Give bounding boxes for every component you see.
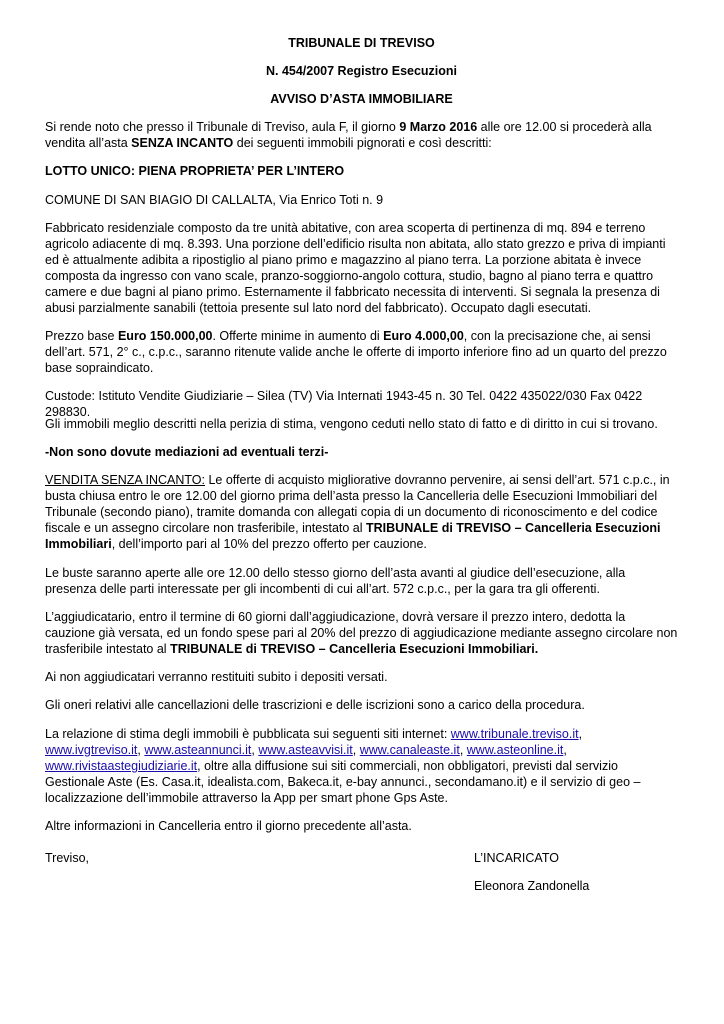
award-paragraph: L’aggiudicatario, entro il termine di 60 giorni dall’aggiudicazione, dovrà versare il prezzo intero, dedotta la cauzione già versata, ed un fondo spese pari al 20% del prezzo di aggiudicazione mediante assegno circolare non trasferibile intestato al TRIBUNALE di TREVISO – Cancelleria Esecuzioni Immobiliari. xyxy=(45,610,678,656)
more-info-note: Altre informazioni in Cancelleria entro il giorno precedente all’asta. xyxy=(45,819,412,833)
link-asteavvisi[interactable]: www.asteavvisi.it xyxy=(258,743,353,757)
intro-paragraph: Si rende noto che presso il Tribunale di Treviso, aula F, il giorno 9 Marzo 2016 alle ore 12.00 si procederà alla vendita all’asta SENZA INCANTO dei seguenti immobili pignorati e così descritti: xyxy=(45,120,652,150)
refund-note: Ai non aggiudicatari verranno restituiti subito i depositi versati. xyxy=(45,670,388,684)
publication-paragraph: La relazione di stima degli immobili è pubblicata sui seguenti siti internet: www.tribunale.treviso.it, www.ivgtreviso.it, www.asteannunci.it, www.asteavvisi.it, www.canaleaste.it, www.asteonline.it, www.rivistaastegiudiziarie.it, oltre alla diffusione sui siti commerciali, non obbligatori, previsti dal servizio Gestionale Aste (Es. Casa.it, idealista.com, Bakeca.it, e-bay annunci., secondamano.it) e il servizio di geo – localizzazione dell’immobile attraverso la App per smart phone Gps Aste. xyxy=(45,727,641,805)
link-canaleaste[interactable]: www.canaleaste.it xyxy=(359,743,460,757)
lot-title: LOTTO UNICO: PIENA PROPRIETA’ PER L’INTERO xyxy=(45,164,345,178)
place-label: Treviso, xyxy=(45,851,89,865)
signature-name: Eleonora Zandonella xyxy=(474,879,590,893)
link-tribunale-treviso[interactable]: www.tribunale.treviso.it xyxy=(450,727,579,741)
property-location: COMUNE DI SAN BIAGIO DI CALLALTA, Via Enrico Toti n. 9 xyxy=(45,193,384,207)
notice-title: AVVISO D’ASTA IMMOBILIARE xyxy=(270,92,453,106)
custodian-info: Custode: Istituto Vendite Giudiziarie – Silea (TV) Via Internati 1943-45 n. 30 Tel. 0422 435022/030 Fax 0422 298830. xyxy=(45,389,643,419)
link-asteannunci[interactable]: www.asteannunci.it xyxy=(144,743,252,757)
link-rivistaastegiudiziarie[interactable]: www.rivistaastegiudiziarie.it xyxy=(45,759,198,773)
envelopes-paragraph: Le buste saranno aperte alle ore 12.00 dello stesso giorno dell’asta avanti al giudice dell’esecuzione, alla presenza delle parti interessate per gli incombenti di cui all’art. 572 c.p.c., per la gara tra gli offerenti. xyxy=(45,566,626,596)
sale-heading: VENDITA SENZA INCANTO: xyxy=(45,473,205,487)
base-price: Euro 150.000,00 xyxy=(117,329,213,343)
auction-date: 9 Marzo 2016 xyxy=(399,120,478,134)
no-mediation-note: -Non sono dovute mediazioni ad eventuali terzi- xyxy=(45,445,329,459)
price-paragraph: Prezzo base Euro 150.000,00. Offerte minime in aumento di Euro 4.000,00, con la precisazione che, ai sensi dell’art. 571, 2° c., c.p.c., saranno ritenute valide anche le offerte di importo inferiore fino ad un quarto del prezzo base sopraindicato. xyxy=(45,329,667,375)
sale-mode: SENZA INCANTO xyxy=(131,136,234,150)
registry-number: N. 454/2007 Registro Esecuzioni xyxy=(265,64,458,78)
court-title: TRIBUNALE DI TREVISO xyxy=(288,36,435,50)
link-asteonline[interactable]: www.asteonline.it xyxy=(466,743,564,757)
award-payee: TRIBUNALE di TREVISO – Cancelleria Esecuzioni Immobiliari. xyxy=(170,642,539,656)
sale-payee: TRIBUNALE di TREVISO – Cancelleria Esecuzioni Immobiliari xyxy=(45,521,661,551)
sale-terms-paragraph: VENDITA SENZA INCANTO: Le offerte di acquisto migliorative dovranno pervenire, ai sensi dell’art. 571 c.p.c., in busta chiusa entro le ore 12.00 del giorno prima dell’asta presso la Cancelleria delle Esecuzioni Immobiliari del Tribunale (secondo piano), tramite domanda con allegati copia di un documento di riconoscimento e del codice fiscale e un assegno circolare non trasferibile, intestato al TRIBUNALE di TREVISO – Cancelleria Esecuzioni Immobiliari, dell’importo pari al 10% del prezzo offerto per cauzione. xyxy=(45,473,670,551)
property-description: Fabbricato residenziale composto da tre unità abitative, con area scoperta di pertinenza di mq. 894 e terreno agricolo adiacente di mq. 8.393. Una porzione dell’edificio risulta non abitata, allo stato grezzo e priva di impianti ed è attualmente adibita a ripostiglio al piano primo e magazzino al piano terra. La porzione abitata è invece composta da ingresso con vano scale, pranzo-soggiorno-angolo cottura, studio, bagno al piano terra e quattro camere e due bagni al piano primo. Esternamente il fabbricato necessita di interventi. Si segnala la presenza di abusi parzialmente sanabili (tettoia presente sul lato nord del fabbricato). Occupato dagli esecutati. xyxy=(45,221,666,315)
property-condition: Gli immobili meglio descritti nella perizia di stima, vengono ceduti nello stato di fatto e di diritto in cui si trovano. xyxy=(45,417,658,431)
costs-note: Gli oneri relativi alle cancellazioni delle trascrizioni e delle iscrizioni sono a carico della procedura. xyxy=(45,698,585,712)
minimum-increment: Euro 4.000,00 xyxy=(383,329,464,343)
link-ivgtreviso[interactable]: www.ivgtreviso.it xyxy=(45,743,138,757)
signature-role: L’INCARICATO xyxy=(474,851,559,865)
